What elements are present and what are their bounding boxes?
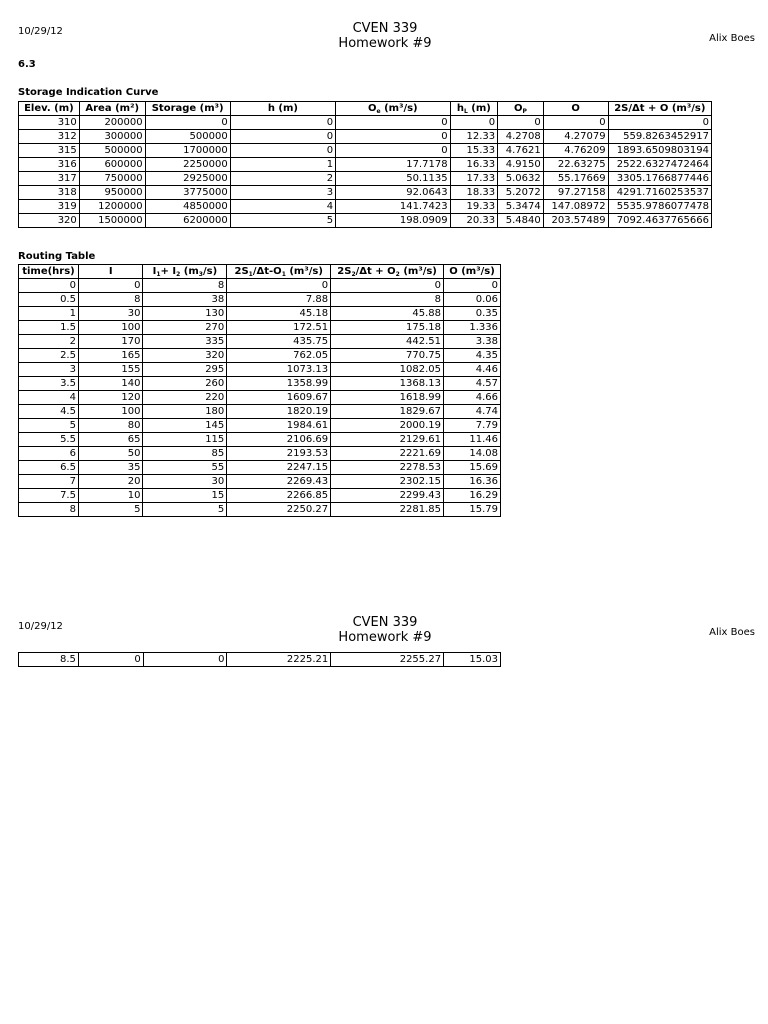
table-cell: 1358.99 [227,377,331,391]
table-cell: 100 [78,405,143,419]
table-cell: 559.8263452917 [608,130,711,144]
table-cell: 319 [19,200,80,214]
table-cell: 500000 [79,144,145,158]
table-cell: 0.06 [444,293,501,307]
table-cell: 300000 [79,130,145,144]
table-cell: 2247.15 [227,461,331,475]
table-cell: 2255.27 [331,653,444,667]
table-cell: 5.0632 [498,172,544,186]
routing-row [19,377,501,391]
table-cell: 435.75 [227,335,331,349]
table-cell: 14.08 [444,447,501,461]
col-header-time: time(hrs) [19,265,79,279]
col-header-2s2: $2S_2/\Delta t + O_2$ (m³/s) [331,265,444,279]
col-header-2s-dt-o: 2S/Δt + O (m³/s) [608,102,711,116]
storage-row [19,144,712,158]
storage-row [19,116,712,130]
table-cell: 2 [19,335,79,349]
table-cell: 0 [608,116,711,130]
table-cell: 172.51 [227,321,331,335]
table-cell: 55.17669 [543,172,608,186]
table-cell: 3.38 [444,335,501,349]
table-cell: 4.5 [19,405,79,419]
table-cell: 120 [78,391,143,405]
routing-row [19,349,501,363]
table-cell: 5.3474 [498,200,544,214]
table-cell: 3 [230,186,335,200]
table-cell: 4.7621 [498,144,544,158]
table-cell: 18.33 [450,186,498,200]
table-cell: 16.36 [444,475,501,489]
table-cell: 0 [78,279,143,293]
routing-row [19,279,501,293]
table-cell: 5.4840 [498,214,544,228]
col-header-inflow: I [78,265,143,279]
table-cell: 0 [450,116,498,130]
table-cell: 3.5 [19,377,79,391]
table-cell: 0 [444,279,501,293]
table-cell: 0 [336,144,450,158]
table-cell: 80 [78,419,143,433]
table-cell: 295 [143,363,227,377]
table-cell: 141.7423 [336,200,450,214]
table-cell: 15.79 [444,503,501,517]
col-header-i1-i2: $I_1+ I_2$ $(m_3/s)$ [143,265,227,279]
table-cell: 19.33 [450,200,498,214]
table-cell: 320 [19,214,80,228]
col-header-outflow: O (m³/s) [444,265,501,279]
table-cell: 2.5 [19,349,79,363]
col-header-h: h (m) [230,102,335,116]
storage-section-title: Storage Indication Curve [18,87,159,98]
table-cell: 8 [78,293,143,307]
table-cell: 35 [78,461,143,475]
table-cell: 2000.19 [331,419,444,433]
table-cell: 1082.05 [331,363,444,377]
routing-row [19,447,501,461]
table-cell: 12.33 [450,130,498,144]
table-cell: 30 [143,475,227,489]
page2-header-title-block [285,615,485,645]
table-cell: 8 [331,293,444,307]
table-cell: 1200000 [79,200,145,214]
table-cell: 16.29 [444,489,501,503]
table-cell: 500000 [145,130,230,144]
table-cell: 0 [230,130,335,144]
table-cell: 1.336 [444,321,501,335]
table-cell: 4.76209 [543,144,608,158]
routing-table [18,264,501,517]
table-cell: 5.5 [19,433,79,447]
table-cell: 5 [19,419,79,433]
table-cell: 0.35 [444,307,501,321]
table-cell: 1 [19,307,79,321]
table-cell: 270 [143,321,227,335]
table-cell: 4.9150 [498,158,544,172]
table-cell: 2193.53 [227,447,331,461]
storage-row [19,172,712,186]
col-header-hl: $h_L$ (m) [450,102,498,116]
table-cell: 2106.69 [227,433,331,447]
table-cell: 1609.67 [227,391,331,405]
table-cell: 0 [336,130,450,144]
table-cell: 770.75 [331,349,444,363]
table-cell: 4291.7160253537 [608,186,711,200]
table-cell: 1.5 [19,321,79,335]
table-cell: 6 [19,447,79,461]
table-cell: 5 [143,503,227,517]
table-cell: 0 [543,116,608,130]
table-cell: 1984.61 [227,419,331,433]
storage-row [19,186,712,200]
table-cell: 260 [143,377,227,391]
table-cell: 8 [19,503,79,517]
routing-row [19,503,501,517]
table-cell: 0 [227,279,331,293]
table-cell: 2269.43 [227,475,331,489]
table-cell: 5.2072 [498,186,544,200]
table-cell: 200000 [79,116,145,130]
table-cell: 0.5 [19,293,79,307]
table-cell: 145 [143,419,227,433]
col-header-oe: $O_e$ (m³/s) [336,102,450,116]
table-cell: 600000 [79,158,145,172]
table-cell: 8.5 [19,653,79,667]
table-cell: 335 [143,335,227,349]
table-cell: 2225.21 [227,653,331,667]
table-cell: 315 [19,144,80,158]
table-cell: 15.33 [450,144,498,158]
table-cell: 17.33 [450,172,498,186]
routing-table-continued [18,652,501,667]
table-cell: 1500000 [79,214,145,228]
table-cell: 203.57489 [543,214,608,228]
table-cell: 310 [19,116,80,130]
table-cell: 5535.9786077478 [608,200,711,214]
table-cell: 175.18 [331,321,444,335]
table-cell: 2250.27 [227,503,331,517]
course-title: CVEN 339 [352,21,418,36]
table-cell: 750000 [79,172,145,186]
routing-header-row [19,265,501,279]
routing-row [19,293,501,307]
table-cell: 0 [230,144,335,158]
table-cell: 1618.99 [331,391,444,405]
col-header-o: O [543,102,608,116]
col-header-elev: Elev. (m) [19,102,80,116]
table-cell: 45.18 [227,307,331,321]
table-cell: 5 [78,503,143,517]
table-cell: 11.46 [444,433,501,447]
storage-row [19,158,712,172]
routing-row [19,335,501,349]
table-cell: 1700000 [145,144,230,158]
table-cell: 100 [78,321,143,335]
table-cell: 15 [143,489,227,503]
table-cell: 4 [19,391,79,405]
table-cell: 2522.6327472464 [608,158,711,172]
table-cell: 45.88 [331,307,444,321]
table-cell: 4.74 [444,405,501,419]
col-header-storage: Storage (m³) [145,102,230,116]
table-cell: 7.5 [19,489,79,503]
table-cell: 92.0643 [336,186,450,200]
table-cell: 0 [230,116,335,130]
table-cell: 38 [143,293,227,307]
table-cell: 15.03 [444,653,501,667]
col-header-2s1: $2S_1/\Delta t-O_1$ (m³/s) [227,265,331,279]
routing-row [19,363,501,377]
table-cell: 317 [19,172,80,186]
table-cell: 1073.13 [227,363,331,377]
table-cell: 2281.85 [331,503,444,517]
table-cell: 2925000 [145,172,230,186]
page2-course-title: CVEN 339 [352,615,418,630]
col-header-area: Area (m²) [79,102,145,116]
table-cell: 198.0909 [336,214,450,228]
table-cell: 6200000 [145,214,230,228]
table-cell: 950000 [79,186,145,200]
table-cell: 16.33 [450,158,498,172]
table-cell: 2250000 [145,158,230,172]
table-cell: 4.57 [444,377,501,391]
table-cell: 1829.67 [331,405,444,419]
routing-row [19,321,501,335]
table-cell: 4.2708 [498,130,544,144]
table-cell: 3305.1766877446 [608,172,711,186]
page2-header-date: 10/29/12 [18,621,63,632]
table-cell: 8 [143,279,227,293]
table-cell: 165 [78,349,143,363]
table-cell: 0 [78,653,143,667]
table-cell: 762.05 [227,349,331,363]
table-cell: 155 [78,363,143,377]
table-cell: 147.08972 [543,200,608,214]
header-date: 10/29/12 [18,26,63,37]
table-cell: 7 [19,475,79,489]
table-cell: 2221.69 [331,447,444,461]
table-cell: 10 [78,489,143,503]
table-cell: 15.69 [444,461,501,475]
table-cell: 1368.13 [331,377,444,391]
table-cell: 50 [78,447,143,461]
storage-row [19,200,712,214]
table-cell: 0 [19,279,79,293]
table-cell: 318 [19,186,80,200]
table-cell: 4.27079 [543,130,608,144]
table-cell: 65 [78,433,143,447]
routing-row [19,405,501,419]
table-cell: 4.66 [444,391,501,405]
storage-indication-table [18,101,712,228]
table-cell: 312 [19,130,80,144]
table-cell: 5 [230,214,335,228]
table-cell: 4.46 [444,363,501,377]
table-cell: 6.5 [19,461,79,475]
storage-row [19,130,712,144]
table-cell: 2302.15 [331,475,444,489]
table-cell: 2129.61 [331,433,444,447]
table-cell: 22.63275 [543,158,608,172]
page2-header-author: Alix Boes [709,627,755,638]
table-cell: 97.27158 [543,186,608,200]
routing-row [19,433,501,447]
table-cell: 7.79 [444,419,501,433]
table-cell: 2 [230,172,335,186]
table-cell: 220 [143,391,227,405]
header-title-block [285,21,485,51]
header-author: Alix Boes [709,33,755,44]
storage-header-row [19,102,712,116]
routing-row [19,653,501,667]
table-cell: 0 [331,279,444,293]
table-cell: 115 [143,433,227,447]
table-cell: 2299.43 [331,489,444,503]
table-cell: 316 [19,158,80,172]
table-cell: 20 [78,475,143,489]
table-cell: 1820.19 [227,405,331,419]
routing-row [19,489,501,503]
table-cell: 2266.85 [227,489,331,503]
table-cell: 3775000 [145,186,230,200]
table-cell: 1893.6509803194 [608,144,711,158]
table-cell: 130 [143,307,227,321]
table-cell: 3 [19,363,79,377]
table-cell: 30 [78,307,143,321]
table-cell: 0 [143,653,227,667]
table-cell: 170 [78,335,143,349]
routing-section-title: Routing Table [18,251,96,262]
table-cell: 55 [143,461,227,475]
table-cell: 1 [230,158,335,172]
routing-row [19,475,501,489]
storage-row [19,214,712,228]
table-cell: 17.7178 [336,158,450,172]
table-cell: 4850000 [145,200,230,214]
table-cell: 7092.4637765666 [608,214,711,228]
table-cell: 0 [498,116,544,130]
table-cell: 4 [230,200,335,214]
table-cell: 7.88 [227,293,331,307]
table-cell: 2278.53 [331,461,444,475]
table-cell: 320 [143,349,227,363]
table-cell: 140 [78,377,143,391]
routing-row [19,391,501,405]
assignment-title: Homework #9 [338,36,432,51]
table-cell: 442.51 [331,335,444,349]
table-cell: 0 [145,116,230,130]
routing-row [19,307,501,321]
table-cell: 20.33 [450,214,498,228]
table-cell: 4.35 [444,349,501,363]
problem-number: 6.3 [18,59,36,70]
table-cell: 180 [143,405,227,419]
table-cell: 85 [143,447,227,461]
table-cell: 50.1135 [336,172,450,186]
table-cell: 0 [336,116,450,130]
col-header-op: $O_P$ [498,102,544,116]
page2-assignment-title: Homework #9 [338,630,432,645]
routing-row [19,419,501,433]
routing-row [19,461,501,475]
